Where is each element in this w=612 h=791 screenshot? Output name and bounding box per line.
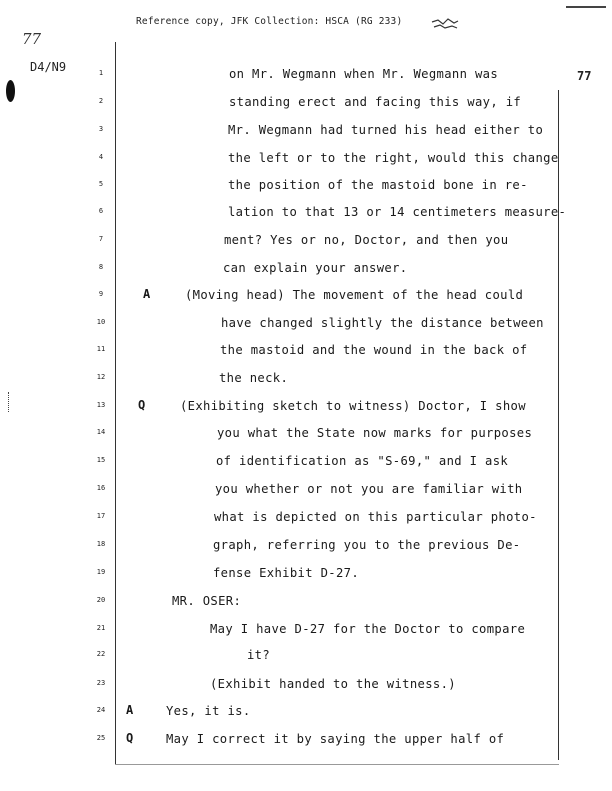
transcript-line [0, 426, 612, 444]
line-text: graph, referring you to the previous De- [213, 538, 521, 552]
line-number: 12 [96, 373, 106, 381]
transcript-line [0, 482, 612, 500]
line-text: can explain your answer. [223, 261, 408, 275]
line-number: 25 [96, 734, 106, 742]
speaker-label: A [143, 287, 151, 301]
corner-mark [566, 6, 606, 8]
transcript-line [0, 123, 612, 141]
transcript-line [0, 648, 612, 666]
line-number: 11 [96, 345, 106, 353]
transcript-line [0, 622, 612, 640]
transcript-line [0, 677, 612, 695]
transcript-line [0, 538, 612, 556]
transcript-line [0, 594, 612, 612]
line-number: 24 [96, 706, 106, 714]
transcript-line [0, 732, 612, 750]
transcript-line [0, 371, 612, 389]
line-text: the mastoid and the wound in the back of [220, 343, 528, 357]
transcript-line [0, 316, 612, 334]
line-text: on Mr. Wegmann when Mr. Wegmann was [229, 67, 499, 81]
line-number: 6 [98, 207, 104, 215]
transcript-line [0, 151, 612, 169]
transcript-line [0, 95, 612, 113]
speaker-label: A [126, 703, 134, 717]
line-number: 14 [96, 428, 106, 436]
line-text: standing erect and facing this way, if [229, 95, 522, 109]
line-number: 3 [98, 125, 104, 133]
line-number: 16 [96, 484, 106, 492]
transcript-line [0, 288, 612, 306]
reference-code: D4/N9 [30, 60, 67, 74]
line-number: 22 [96, 650, 106, 658]
line-number: 23 [96, 679, 106, 687]
line-number: 17 [96, 512, 106, 520]
line-number: 7 [98, 235, 104, 243]
line-number: 15 [96, 456, 106, 464]
line-number: 1 [98, 69, 104, 77]
reference-header: Reference copy, JFK Collection: HSCA (RG 233) [136, 16, 403, 27]
line-text: fense Exhibit D-27. [213, 566, 360, 580]
line-text: Mr. Wegmann had turned his head either to [228, 123, 544, 137]
line-text: (Exhibiting sketch to witness) Doctor, I show [180, 399, 526, 413]
line-text: ment? Yes or no, Doctor, and then you [224, 233, 509, 247]
line-number: 20 [96, 596, 106, 604]
transcript-line [0, 261, 612, 279]
line-text: May I correct it by saying the upper half of [166, 732, 505, 746]
transcript-line [0, 454, 612, 472]
transcript-line [0, 399, 612, 417]
line-number: 10 [96, 318, 106, 326]
line-text: Yes, it is. [166, 704, 251, 718]
transcript-line [0, 178, 612, 196]
line-number: 21 [96, 624, 106, 632]
transcript-line [0, 343, 612, 361]
line-text: the neck. [219, 371, 289, 385]
transcript-line [0, 510, 612, 528]
line-text: (Moving head) The movement of the head could [185, 288, 524, 302]
line-text: it? [247, 648, 271, 662]
transcript-line [0, 566, 612, 584]
line-text: you whether or not you are familiar with [215, 482, 523, 496]
stamp-mark [430, 18, 460, 30]
line-text: the position of the mastoid bone in re- [228, 178, 528, 192]
transcript-line [0, 233, 612, 251]
speaker-label: Q [126, 731, 134, 745]
line-number: 4 [98, 153, 104, 161]
line-text: May I have D-27 for the Doctor to compare [210, 622, 526, 636]
transcript-line [0, 67, 612, 85]
line-text: (Exhibit handed to the witness.) [210, 677, 456, 691]
line-number: 2 [98, 97, 104, 105]
line-text: MR. OSER: [172, 594, 242, 608]
line-number: 13 [96, 401, 106, 409]
line-text: you what the State now marks for purposes [217, 426, 533, 440]
line-text: of identification as "S-69," and I ask [216, 454, 509, 468]
line-text: lation to that 13 or 14 centimeters measure- [228, 205, 567, 219]
line-number: 5 [98, 180, 104, 188]
transcript-line [0, 704, 612, 722]
bottom-rule [115, 764, 559, 765]
line-number: 19 [96, 568, 106, 576]
speaker-label: Q [138, 398, 146, 412]
line-text: what is depicted on this particular photo- [214, 510, 537, 524]
line-number: 9 [98, 290, 104, 298]
line-text: have changed slightly the distance between [221, 316, 544, 330]
line-text: the left or to the right, would this change [228, 151, 559, 165]
transcript-line [0, 205, 612, 223]
page-number: 77 [577, 69, 592, 83]
line-number: 18 [96, 540, 106, 548]
line-number: 8 [98, 263, 104, 271]
handwritten-note: 77 [22, 30, 42, 48]
